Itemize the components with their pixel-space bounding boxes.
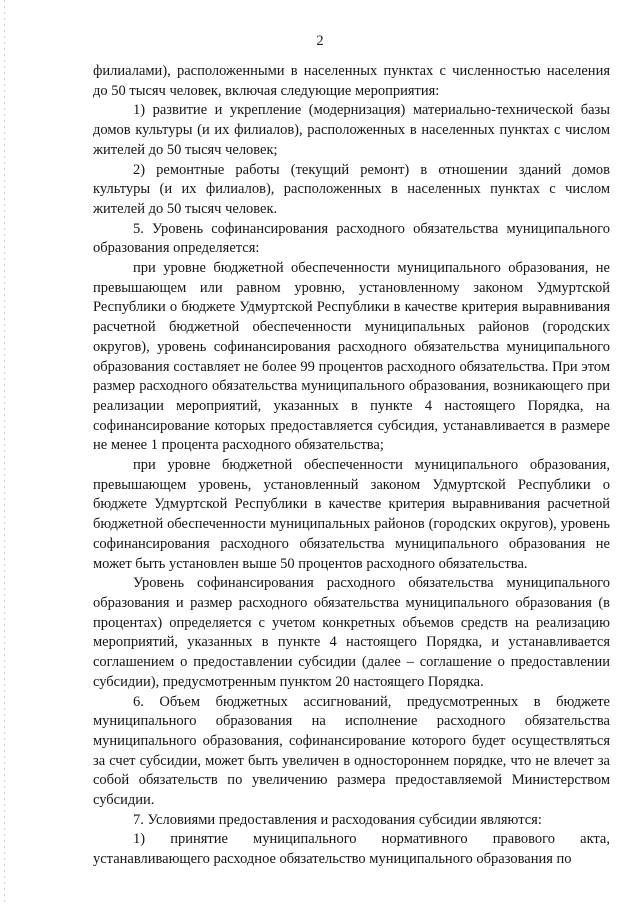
paragraph-clause-5: 5. Уровень софинансирования расходного обязательства муниципального образования определяется: bbox=[93, 220, 610, 257]
paragraph-clause-5-case-2: при уровне бюджетной обеспеченности муниципального образования, превышающем уровень, установленный законом Удмуртской Республики о бюджете Удмуртской Республики в качестве критерия выравнивания расчетной бюджетной обеспеченности муниципальных районов (городских округов), уровень софинансирования расходного обязательства муниципального образования не может быть установлен выше 50 процентов расходного обязательства. bbox=[93, 457, 610, 572]
paragraph-clause-7-item-1: 1) принятие муниципального нормативного правового акта, устанавливающего расходное обязательство муниципального образования по bbox=[93, 831, 610, 868]
paragraph-clause-6: 6. Объем бюджетных ассигнований, предусмотренных в бюджете муниципального образования на исполнение расходного обязательства муниципального образования, софинансирование которого будет осуществляться за счет субсидии, может быть увеличен в одностороннем порядке, что не влечет за собой обязательств по увеличению размера предоставляемой Министерством субсидии. bbox=[93, 693, 610, 809]
paragraph-clause-5-case-1: при уровне бюджетной обеспеченности муниципального образования, не превышающем или равном уровню, установленному законом Удмуртской Республики о бюджете Удмуртской Республики в качестве критерия выравнивания расчетной бюджетной обеспеченности муниципальных районов (городских округов), уровень софинансирования расходного обязательства муниципального образования составляет не более 99 процентов расходного обязательства. При этом размер расходного обязательства муниципального образования, возникающего при реализации мероприятий, указанных в пункте 4 настоящего Порядка, на софинансирование которых предоставляется субсидия, устанавливается в размере не менее 1 процента расходного обязательства; bbox=[93, 260, 610, 454]
paragraph-cofinancing-level: Уровень софинансирования расходного обязательства муниципального образования и размер расходного обязательства муниципального образования (в процентах) определяется с учетом конкретных объемов средств на реализацию мероприятий, указанных в пункте 4 настоящего Порядка, и устанавливается соглашением о предоставлении субсидии (далее – соглашение о предоставлении субсидии), предусмотренным пунктом 20 настоящего Порядка. bbox=[93, 575, 610, 690]
document-body bbox=[93, 62, 610, 870]
paragraph-item-1: 1) развитие и укрепление (модернизация) материально-технической базы домов культуры (и их филиалов), расположенных в населенных пунктах с числом жителей до 50 тысяч человек; bbox=[93, 102, 610, 158]
scan-margin-line bbox=[4, 0, 5, 905]
paragraph-continuation: филиалами), расположенными в населенных пунктах с численностью населения до 50 тысяч человек, включая следующие мероприятия: bbox=[93, 63, 610, 99]
paragraph-item-2: 2) ремонтные работы (текущий ремонт) в отношении зданий домов культуры (и их филиалов), расположенных в населенных пунктах с числом жителей до 50 тысяч человек. bbox=[93, 161, 610, 217]
paragraph-clause-7: 7. Условиями предоставления и расходования субсидии являются: bbox=[133, 811, 542, 828]
page-number: 2 bbox=[316, 33, 324, 49]
